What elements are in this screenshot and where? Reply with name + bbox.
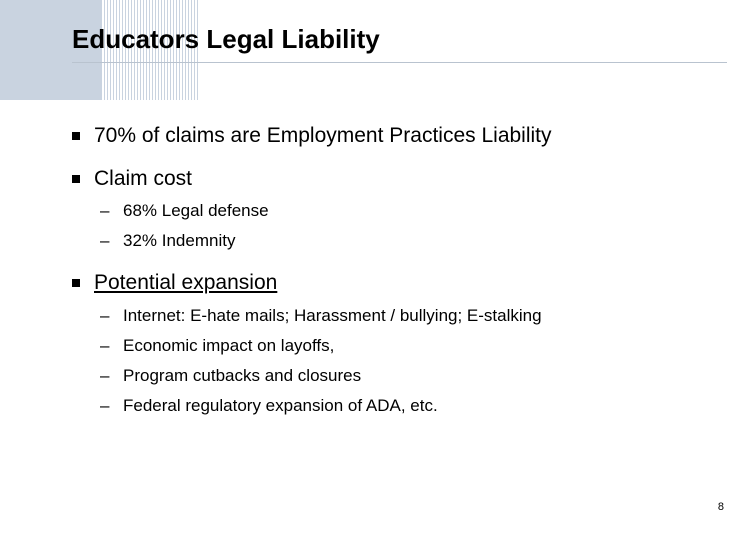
dash-bullet-icon: –	[100, 336, 110, 355]
square-bullet-icon	[72, 279, 80, 287]
bullet-item	[72, 121, 552, 151]
bullet-item	[72, 268, 277, 298]
dash-bullet-icon: –	[100, 366, 110, 385]
dash-bullet-icon: –	[100, 396, 110, 415]
dash-bullet-icon: –	[100, 201, 110, 220]
dash-bullet-icon: –	[100, 231, 110, 250]
sub-bullet-text: Program cutbacks and closures	[123, 366, 362, 385]
square-bullet-icon	[72, 132, 80, 140]
sub-bullet-item	[100, 334, 334, 358]
sub-bullet-text: Economic impact on layoffs,	[123, 336, 335, 355]
sub-bullet-item	[100, 364, 361, 388]
sub-bullet-text: Federal regulatory expansion of ADA, etc.	[123, 396, 438, 415]
sub-bullet-item	[100, 229, 235, 253]
sub-bullet-text: 68% Legal defense	[123, 201, 269, 220]
sub-bullet-item	[100, 304, 542, 328]
page-number: 8	[717, 501, 724, 513]
slide-title: Educators Legal Liability	[72, 24, 380, 54]
sub-bullet-text: 32% Indemnity	[123, 231, 236, 250]
sub-bullet-text: Internet: E-hate mails; Harassment / bullying; E-stalking	[123, 306, 542, 325]
sub-bullet-item	[100, 394, 438, 418]
bullet-item	[72, 164, 192, 194]
bullet-text-link[interactable]: Potential expansion	[94, 271, 278, 294]
sub-bullet-item	[100, 199, 269, 223]
bullet-text: Claim cost	[94, 167, 193, 190]
title-divider	[72, 62, 727, 63]
dash-bullet-icon: –	[100, 306, 110, 325]
square-bullet-icon	[72, 175, 80, 183]
bullet-text: 70% of claims are Employment Practices Liability	[94, 124, 552, 147]
